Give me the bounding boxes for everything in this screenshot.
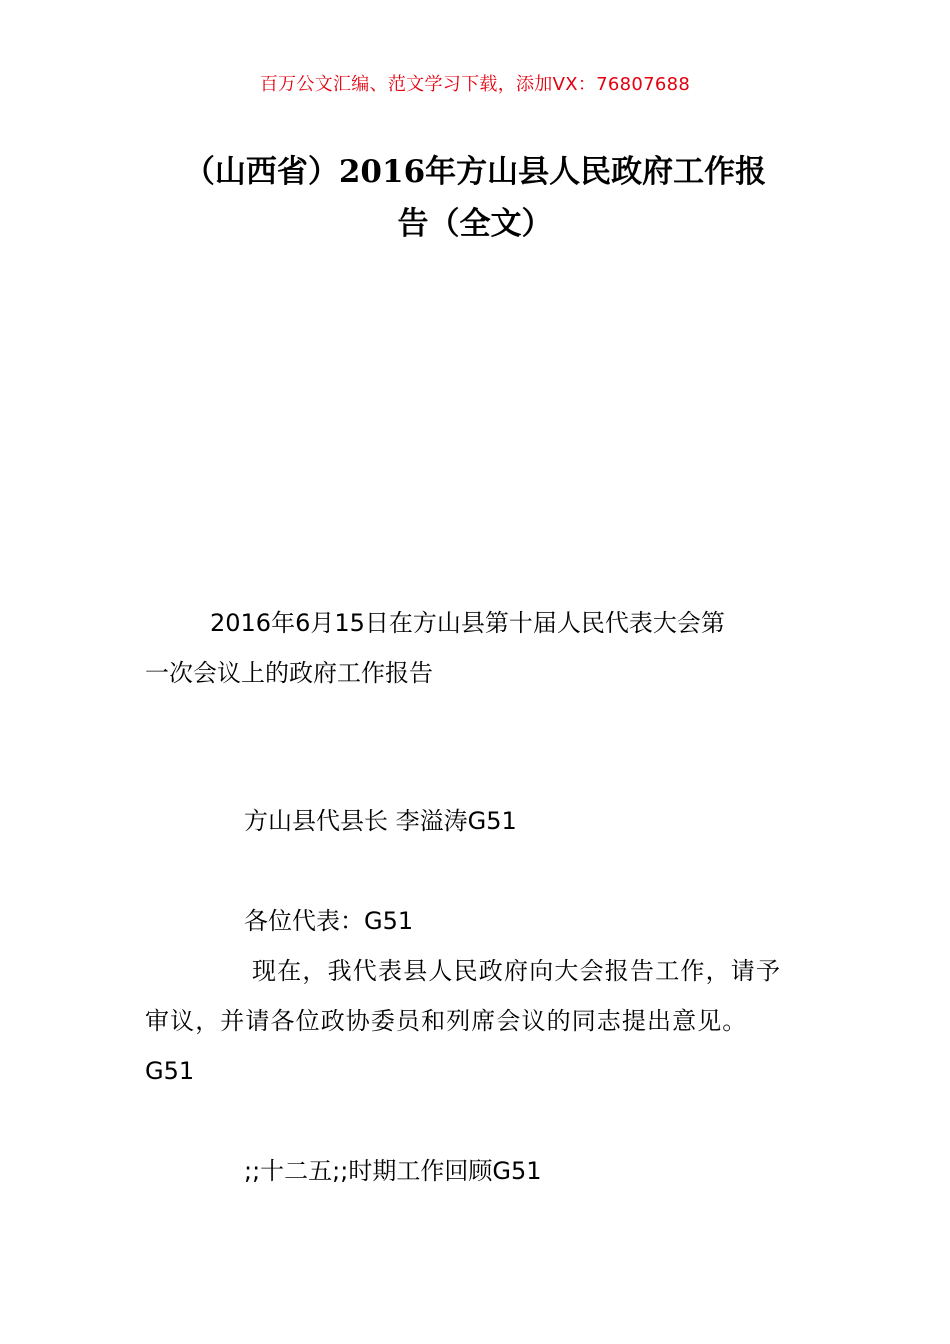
paragraph-line-3: G51 <box>145 1057 195 1085</box>
title-line-2: 告（全文） <box>397 206 553 242</box>
salutation: 各位代表：G51 <box>244 907 414 935</box>
title-line-1: （山西省）2016年方山县人民政府工作报 <box>183 154 767 190</box>
date-line-2: 一次会议上的政府工作报告 <box>145 659 433 687</box>
date-line-1: 2016年6月15日在方山县第十届人民代表大会第 <box>210 609 725 637</box>
paragraph-line-2: 审议，并请各位政协委员和列席会议的同志提出意见。 <box>145 1007 748 1035</box>
document-title <box>140 146 810 250</box>
header-watermark-note: 百万公文汇编、范文学习下载，添加VX：76807688 <box>259 74 691 95</box>
speaker-line: 方山县代县长 李溢涛G51 <box>244 807 517 835</box>
section-heading: ;;十二五;;时期工作回顾G51 <box>244 1157 542 1185</box>
paragraph-line-1: 现在，我代表县人民政府向大会报告工作，请予 <box>252 957 782 985</box>
